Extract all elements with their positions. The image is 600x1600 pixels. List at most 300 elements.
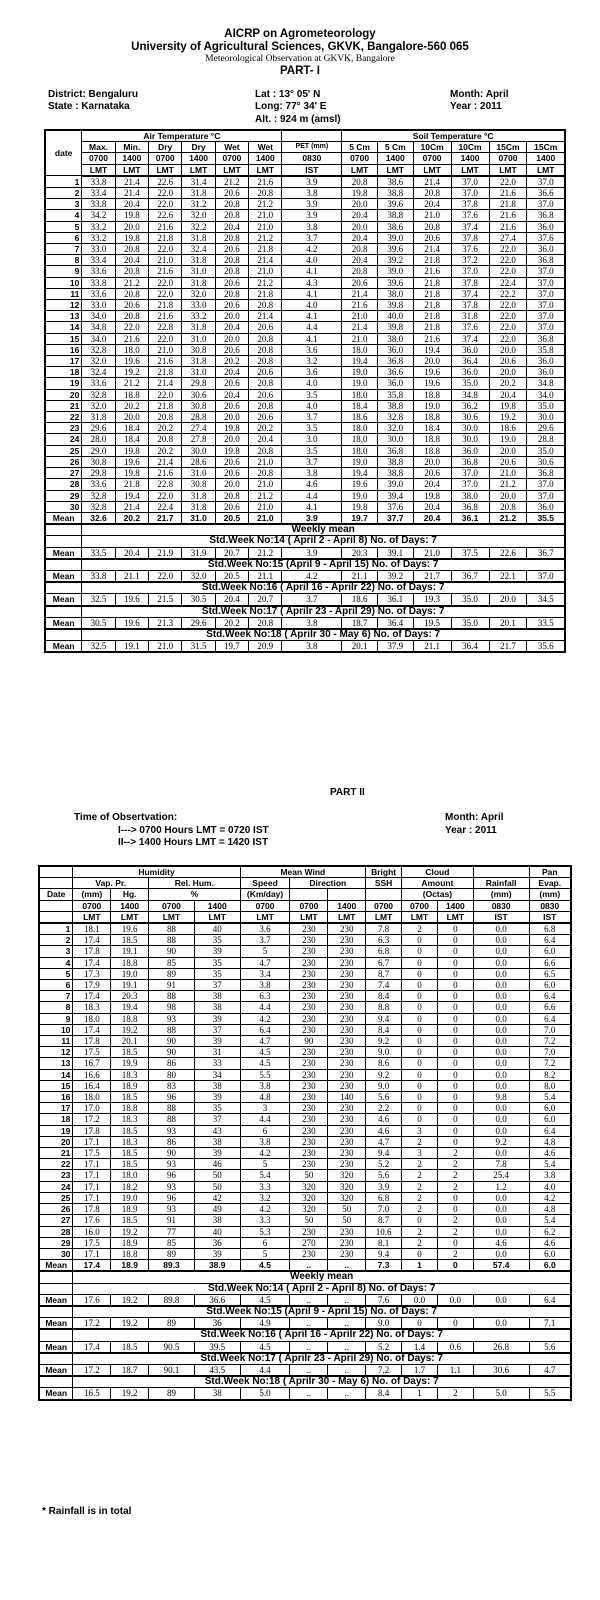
value-cell: 230 [328,923,366,935]
value-cell: 38 [194,1080,240,1091]
value-cell: 18.4 [115,423,148,434]
value-cell: 33.6 [82,266,115,277]
week-mean-value: 0 [402,1318,438,1330]
week-mean-value: 21.1 [413,641,451,653]
value-cell: 21.0 [149,344,182,355]
value-cell: 21.8 [149,300,182,311]
value-cell: 7.0 [529,1024,571,1035]
value-cell: 27.4 [182,423,215,434]
value-cell: 20.8 [342,244,378,255]
value-cell: 36.0 [527,501,565,512]
value-cell: 29.8 [82,468,115,479]
table-row [39,1204,571,1215]
times-header-cell: 0700 [290,900,328,911]
times-header-cell: 0700 [240,900,290,911]
value-cell: 0 [437,1204,473,1215]
week-mean-row [45,617,565,629]
value-cell: 21.8 [413,322,451,333]
units-row [45,164,565,176]
value-cell: 20.3 [111,991,149,1002]
value-cell: 21.8 [149,400,182,411]
mean-value: 21.7 [149,512,182,524]
date-cell: 26 [45,456,82,467]
value-cell: 19.0 [111,968,149,979]
value-cell: 31.8 [182,501,215,512]
week-mean-value: 0 [437,1318,473,1330]
value-cell: 35 [194,968,240,979]
value-cell: 20.8 [342,266,378,277]
value-cell: 21.0 [342,333,378,344]
value-cell: 320 [290,1181,328,1192]
year-label: Year : 2011 [450,101,502,112]
cols-header-cell: Dry [182,142,215,153]
value-cell: 90 [149,1036,195,1047]
value-cell: 19.9 [111,1058,149,1069]
mean-wind-header: Mean Wind [240,866,366,878]
part2-year-label: Year : 2011 [445,825,497,836]
value-cell: 19.6 [111,923,149,935]
week-title: Std.Week No:17 ( Aprilr 23 - April 29) No. of Days: 7 [73,1353,571,1365]
value-cell: 4.3 [282,277,342,288]
value-cell: 6.0 [529,980,571,991]
value-cell: 6.3 [366,935,402,946]
value-cell: 33.6 [82,378,115,389]
value-cell: 17.2 [73,1114,111,1125]
week-mean-value: 35.0 [451,617,489,629]
value-cell: 85 [149,957,195,968]
value-cell: 20.0 [115,412,148,423]
value-cell: 0 [402,1248,438,1259]
table-row [45,490,565,501]
week-mean-value: 19.2 [111,1318,149,1330]
week-mean-value: 19.5 [413,617,451,629]
date-cell: 1 [45,176,82,188]
value-cell: 5 [240,1248,290,1259]
district-label: District: Bengaluru [48,89,139,100]
value-cell: 18.0 [342,344,378,355]
value-cell: 20.0 [115,221,148,232]
value-cell: 93 [149,1181,195,1192]
value-cell: 230 [328,935,366,946]
week-mean-value: 34.5 [527,594,565,606]
mean-value: 57.4 [473,1260,529,1272]
week-mean-value: 22.1 [489,570,527,582]
month-label: Month: April [450,89,509,100]
mean-label: Mean [39,1260,73,1272]
value-cell: 20.8 [149,434,182,445]
value-cell: 230 [290,1047,328,1058]
value-cell: 4.7 [366,1136,402,1147]
value-cell: 0 [437,1092,473,1103]
value-cell: 22.6 [149,176,182,188]
value-cell: 20.0 [215,412,248,423]
date-cell: 11 [39,1036,73,1047]
cols-header-cell: Dry [149,142,182,153]
value-cell: 50 [328,1215,366,1226]
date-cell: 15 [45,333,82,344]
value-cell: 6.6 [529,957,571,968]
value-cell: 17.5 [73,1047,111,1058]
value-cell: 230 [328,1114,366,1125]
value-cell: 20.8 [249,344,282,355]
times-header-cell: 0700 [215,153,248,164]
date-cell: 10 [45,277,82,288]
mean-value: 18.9 [111,1260,149,1272]
value-cell: 0 [402,1092,438,1103]
week-mean-value: 32.5 [82,594,115,606]
value-cell: 18.5 [111,1125,149,1136]
value-cell: 5 [240,946,290,957]
table-row [39,1036,571,1047]
bright-header: Bright [366,866,402,878]
times-row [39,900,571,911]
value-cell: 21.0 [413,210,451,221]
table-row [45,445,565,456]
mean-value: 1 [402,1260,438,1272]
value-cell: 32.0 [182,210,215,221]
value-cell: 0 [437,1069,473,1080]
humidity-header: Humidity [73,866,240,878]
value-cell: 320 [328,1192,366,1203]
week-mean-value: 5.0 [473,1388,529,1400]
cols-header-cell: PET (mm) [282,142,342,153]
value-cell: 37.0 [527,490,565,501]
value-cell: 20.8 [149,412,182,423]
times-header-cell: 1400 [451,153,489,164]
value-cell: 230 [328,968,366,979]
value-cell: 38 [194,1002,240,1013]
week-title: Std.Week No:16 ( April 16 - Aprilr 22) No. of Days: 7 [73,1329,571,1341]
units-header-cell: IST [529,911,571,923]
value-cell: 2 [402,1170,438,1181]
week-mean-value: 5.2 [366,1341,402,1353]
value-cell: 20.8 [249,188,282,199]
value-cell: 33.8 [82,277,115,288]
value-cell: 7.0 [366,1204,402,1215]
value-cell: 5.6 [366,1170,402,1181]
date-cell: 23 [39,1170,73,1181]
value-cell: 32.4 [82,367,115,378]
value-cell: 39 [194,1013,240,1024]
value-cell: 19.0 [342,378,378,389]
value-cell: 88 [149,1114,195,1125]
value-cell: 230 [328,1069,366,1080]
week-mean-value: 36.1 [377,594,413,606]
week-mean-value: 30.5 [82,617,115,629]
week-mean-value: .. [328,1364,366,1376]
value-cell: 18.0 [342,423,378,434]
value-cell: 4.8 [529,1204,571,1215]
value-cell: 18.2 [111,1181,149,1192]
date-header: Date [39,889,73,900]
week-title: Std.Week No:18 ( Aprilr 30 - May 6) No. of Days: 7 [73,1376,571,1388]
value-cell: 36.0 [451,367,489,378]
value-cell: 230 [290,968,328,979]
week-mean-value: 17.6 [73,1294,111,1306]
mean-label: Mean [39,1364,73,1376]
week-title-row [45,559,565,571]
value-cell: 35 [194,935,240,946]
weekly-mean-title: Weekly mean [82,524,565,536]
week-mean-value: 17.2 [73,1364,111,1376]
date-cell: 9 [45,266,82,277]
date-cell: 14 [45,322,82,333]
value-cell: 30.6 [182,389,215,400]
table-row [39,1125,571,1136]
table-row [39,1248,571,1259]
value-cell: 36.8 [377,445,413,456]
week-mean-value: 38 [194,1388,240,1400]
value-cell: 33.0 [82,300,115,311]
date-cell: 11 [45,288,82,299]
value-cell: 18.5 [111,1148,149,1159]
date-cell: 27 [45,468,82,479]
value-cell: 0 [437,980,473,991]
value-cell: 39 [194,1248,240,1259]
week-mean-value: 4.9 [240,1318,290,1330]
table-row [45,423,565,434]
value-cell: 80 [149,1069,195,1080]
table-row [45,221,565,232]
header-row-2 [39,878,571,889]
value-cell: 21.6 [115,333,148,344]
units-header-cell: IST [282,164,342,176]
value-cell: 17.4 [73,957,111,968]
value-cell: 19.4 [115,490,148,501]
date-cell: 20 [45,389,82,400]
value-cell: 19.4 [342,468,378,479]
week-mean-value: 89.8 [149,1294,195,1306]
units-header-cell: LMT [451,164,489,176]
value-cell: 29.0 [82,445,115,456]
blank [39,911,73,923]
value-cell: 22.6 [149,210,182,221]
value-cell: 21.6 [149,221,182,232]
value-cell: 6.4 [529,991,571,1002]
value-cell: 38 [194,1136,240,1147]
value-cell: 18.3 [111,1069,149,1080]
value-cell: 0 [402,1024,438,1035]
value-cell: 21.8 [249,244,282,255]
date-cell: 19 [39,1125,73,1136]
value-cell: 31.8 [451,311,489,322]
value-cell: 19.8 [413,490,451,501]
week-mean-row [39,1388,571,1400]
table-row [45,389,565,400]
value-cell: 20.4 [115,199,148,210]
date-cell: 29 [39,1237,73,1248]
value-cell: 20.4 [215,389,248,400]
value-cell: 22.0 [149,199,182,210]
table-row [45,344,565,355]
value-cell: 6 [240,1237,290,1248]
week-blank [39,1329,73,1341]
value-cell: 91 [149,980,195,991]
value-cell: 32.4 [182,244,215,255]
date-cell: 28 [39,1226,73,1237]
value-cell: 30.8 [182,479,215,490]
value-cell: 3.7 [240,935,290,946]
week-mean-value: 17.2 [73,1318,111,1330]
value-cell: 5 [240,1159,290,1170]
value-cell: 20.4 [249,434,282,445]
times-header-cell: 1400 [377,153,413,164]
value-cell: 30.8 [182,344,215,355]
value-cell: 17.8 [73,1036,111,1047]
part2-month-label: Month: April [445,812,504,823]
value-cell: 9.4 [366,1013,402,1024]
value-cell: 21.6 [342,300,378,311]
week-mean-value: 33.5 [527,617,565,629]
value-cell: 31 [194,1047,240,1058]
blank [290,889,328,900]
value-cell: 3.8 [282,221,342,232]
value-cell: 3.7 [282,232,342,243]
value-cell: 19.0 [342,490,378,501]
value-cell: 21.2 [115,277,148,288]
value-cell: 6.0 [529,1103,571,1114]
value-cell: 18.8 [413,434,451,445]
value-cell: 40 [194,1226,240,1237]
value-cell: 9.8 [473,1092,529,1103]
week-mean-value: .. [328,1318,366,1330]
value-cell: 37.6 [451,244,489,255]
value-cell: 93 [149,1125,195,1136]
date-cell: 7 [39,991,73,1002]
value-cell: 5.3 [240,1226,290,1237]
value-cell: 2 [437,1181,473,1192]
value-cell: 20.4 [489,389,527,400]
value-cell: 90 [149,1148,195,1159]
value-cell: 20.6 [215,501,248,512]
week-mean-value: 21.7 [489,641,527,653]
value-cell: 31.8 [182,232,215,243]
value-cell: 31.4 [182,176,215,188]
week-mean-value: 1.1 [437,1364,473,1376]
value-cell: 34.2 [82,210,115,221]
value-cell: 38.8 [377,210,413,221]
value-cell: 230 [290,1125,328,1136]
value-cell: 36.6 [527,188,565,199]
table-row [45,255,565,266]
week-blank [45,606,82,618]
table-row [39,1237,571,1248]
week-mean-value: 21.1 [342,570,378,582]
table-row [39,923,571,935]
week-mean-value: 18.7 [111,1364,149,1376]
value-cell: 38 [194,991,240,1002]
value-cell: 0.0 [473,1114,529,1125]
value-cell: 3.4 [240,968,290,979]
value-cell: 20.4 [342,255,378,266]
value-cell: 38.8 [377,456,413,467]
value-cell: 20.6 [215,468,248,479]
value-cell: 17.8 [73,946,111,957]
value-cell: 20.2 [149,423,182,434]
value-cell: 35 [194,957,240,968]
value-cell: 0.0 [473,1058,529,1069]
week-mean-row [45,547,565,559]
value-cell: 20.2 [249,423,282,434]
value-cell: 37.0 [527,176,565,188]
date-cell: 21 [45,400,82,411]
cloud-header: Cloud [402,866,474,878]
value-cell: 18.8 [413,389,451,400]
value-cell: 4.7 [240,1036,290,1047]
value-cell: 37.8 [451,199,489,210]
value-cell: 29.6 [527,423,565,434]
value-cell: 7.8 [366,923,402,935]
value-cell: 21.4 [115,501,148,512]
value-cell: 17.4 [73,935,111,946]
value-cell: 21.2 [215,176,248,188]
value-cell: 230 [290,1058,328,1069]
value-cell: 3.8 [240,980,290,991]
date-cell: 8 [45,255,82,266]
week-title-row [45,606,565,618]
units-header-cell: LMT [437,911,473,923]
mean-label: Mean [39,1294,73,1306]
relative-humidity-header: Rel. Hum. [149,878,241,889]
value-cell: 18.5 [111,935,149,946]
value-cell: 22.0 [149,490,182,501]
value-cell: 20.0 [215,311,248,322]
value-cell: 9.4 [366,1148,402,1159]
value-cell: 96 [149,1170,195,1181]
value-cell: 9.2 [473,1136,529,1147]
value-cell: 7.4 [366,980,402,991]
date-cell: 4 [45,210,82,221]
week-title-row [45,629,565,641]
value-cell: 4.2 [240,1013,290,1024]
mean-label: Mean [45,547,82,559]
value-cell: 50 [290,1215,328,1226]
value-cell: 19.0 [489,434,527,445]
value-cell: 21.8 [413,300,451,311]
value-cell: 19.8 [115,232,148,243]
value-cell: 20.8 [115,244,148,255]
table-row [39,1024,571,1035]
vapour-pressure-header: Vap. Pr. [73,878,149,889]
hg-header: Hg. [111,889,149,900]
value-cell: 36.0 [451,344,489,355]
value-cell: 31.8 [82,412,115,423]
times-header-cell: 1400 [437,900,473,911]
value-cell: 20.8 [249,400,282,411]
value-cell: 18.8 [111,1103,149,1114]
week-mean-value: 4.2 [282,570,342,582]
value-cell: 230 [290,1092,328,1103]
observation-time-2: II--> 1400 Hours LMT = 1420 IST [118,837,269,848]
value-cell: 4.0 [529,1181,571,1192]
mean-row [45,512,565,524]
value-cell: 6.2 [529,1226,571,1237]
table-row [45,501,565,512]
value-cell: 21.4 [249,255,282,266]
mean-value: 19.7 [342,512,378,524]
value-cell: 3.8 [529,1170,571,1181]
value-cell: 230 [328,1237,366,1248]
value-cell: 20.4 [413,501,451,512]
date-cell: 9 [39,1013,73,1024]
units-header-cell: IST [473,911,529,923]
week-mean-value: 4.4 [240,1364,290,1376]
times-header-cell: 1400 [182,153,215,164]
value-cell: 93 [149,1013,195,1024]
value-cell: 6.4 [529,935,571,946]
value-cell: 4.7 [240,957,290,968]
value-cell: 0 [437,1080,473,1091]
